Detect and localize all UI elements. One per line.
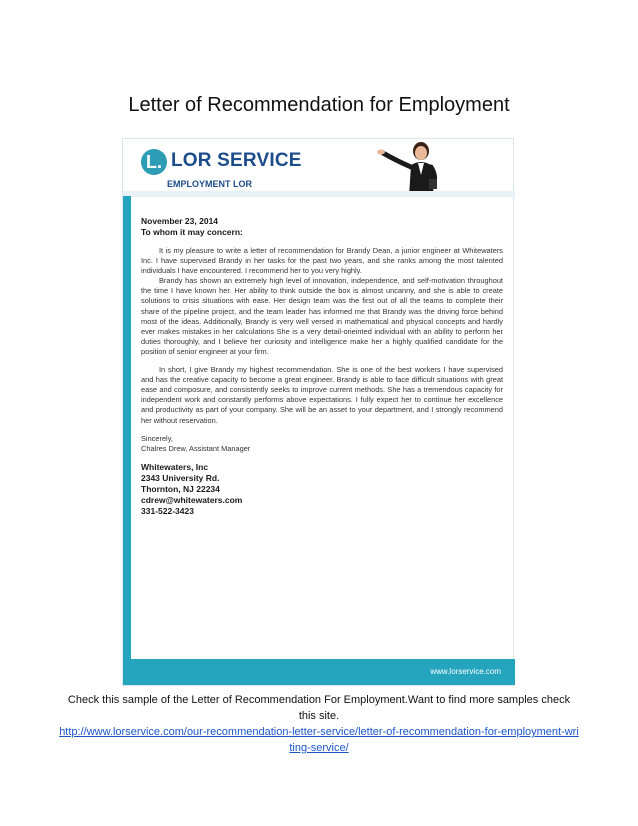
letter-signer: Chalres Drew, Assistant Manager	[141, 443, 251, 453]
source-link[interactable]: http://www.lorservice.com/our-recommendation-letter-service/letter-of-recommendation-for-employment-writing-service/	[59, 726, 579, 754]
contact-email: cdrew@whitewaters.com	[141, 494, 243, 505]
address-line: Thornton, NJ 22234	[141, 483, 220, 494]
letter-paragraph: Brandy has shown an extremely high level of innovation, independence, and self-motivation throughout the time I have known her. Her ability to think outside the box is almost uncanny, and she is able to create solutions to crisis situations with ease. Her design team was the first out of all the teams to complete their share of the pipeline project, and the team leader has informed me that Brandy was the driving force behind most of the ideas. Additionally, Brandy is very well versed in mathematical and physical concepts and hardly ever makes mistakes in her calculations She is a very detail-orieinted individual with an ability to perform her duties thoroughly, and I believe her curiosity and intelligence make her a highly qualified candidate for the position of senior engineer at your firm.	[141, 276, 503, 356]
address-line: 2343 University Rd.	[141, 472, 220, 483]
footer-url: www.lorservice.com	[430, 667, 501, 676]
contact-phone: 331-522-3423	[141, 505, 194, 516]
accent-bar	[123, 196, 131, 664]
company-name: Whitewaters, Inc	[141, 461, 209, 472]
businesswoman-illustration-icon	[371, 139, 459, 197]
logo-subtitle: EMPLOYMENT LOR	[167, 179, 252, 189]
logo-mark-icon: L.	[141, 149, 167, 175]
letter-paragraph: In short, I give Brandy my highest recommendation. She is one of the best workers I have supervised and has the creative capacity to become a great engineer. Brandy is able to face difficult situations with great ease and composure, and consistently seeks to improve current methods. She has a tremendous capacity for independent work and constantly performs above expectations. I fully expect her to continue her excellence and productivity as part of your company. She will be an asset to your department, and I strongly recommend her without reservation.	[141, 365, 503, 425]
header-divider	[123, 191, 515, 197]
letter-paragraph: It is my pleasure to write a letter of recommendation for Brandy Dean, a junior engineer at Whitewaters Inc. I have supervised Brandy in her tasks for the past two years, and she ranks among the most talented individuals I have encountered. I recommend her to you very highly.	[141, 246, 503, 276]
letter-salutation: To whom it may concern:	[141, 227, 243, 237]
letter-closing: Sincerely,	[141, 433, 173, 443]
page-title: Letter of Recommendation for Employment	[128, 94, 510, 116]
letter-image	[122, 138, 514, 686]
letter-date: November 23, 2014	[141, 216, 219, 226]
caption-text: Check this sample of the Letter of Recommendation For Employment.Want to find more samples check this site.	[67, 694, 571, 722]
letter-body	[141, 216, 503, 517]
logo-name: LOR SERVICE	[171, 150, 302, 171]
letter-footer-bar	[123, 659, 515, 685]
